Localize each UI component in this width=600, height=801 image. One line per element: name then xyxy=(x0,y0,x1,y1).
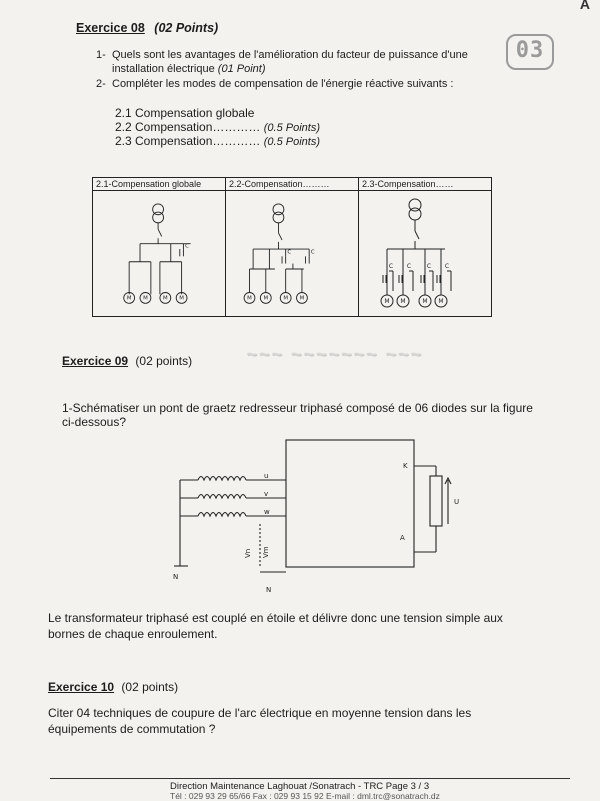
ex09-question-line1: 1-Schématiser un pont de graetz redresseur triphasé composé de 06 diodes sur la figure xyxy=(62,401,533,415)
ex09-note-line2: bornes de chaque enroulement. xyxy=(48,627,218,641)
footer-rule xyxy=(50,778,570,779)
svg-text:C: C xyxy=(444,263,450,270)
exercise-10-heading xyxy=(48,680,178,694)
cell-individual xyxy=(359,178,492,317)
ex09-question-line2: ci-dessous? xyxy=(62,415,127,429)
footer-line1: Direction Maintenance Laghouat /Sonatrach - TRC Page 3 / 3 xyxy=(170,781,430,792)
label-v: v xyxy=(264,490,269,498)
q2-text: Compléter les modes de compensation de l'énergie réactive suivants : xyxy=(112,78,454,90)
item-2-3-label: 2.3 Compensation………… xyxy=(115,134,261,148)
header-partial: 2.2-Compensation……… xyxy=(226,178,358,191)
svg-text:C: C xyxy=(310,249,315,256)
label-n-bottom: N xyxy=(266,586,272,594)
item-2-3-points: (0.5 Points) xyxy=(263,136,320,148)
svg-text:C: C xyxy=(426,263,432,270)
exercise-09-heading xyxy=(62,354,192,368)
transformer-coil-bottom xyxy=(153,212,164,223)
load-resistor xyxy=(430,476,442,526)
svg-text:M: M xyxy=(162,295,168,302)
svg-text:M: M xyxy=(247,295,252,302)
footer-line2: Tél : 029 93 29 65/66 Fax : 029 93 15 92 E-mail : dml.trc@sonatrach.dz xyxy=(170,791,440,801)
watermark: ~~~ ~~~~~~~ ~~~ xyxy=(246,344,423,364)
svg-text:M: M xyxy=(126,295,132,302)
header-global: 2.1-Compensation globale xyxy=(93,178,225,191)
label-load: U xyxy=(454,498,460,506)
svg-text:M: M xyxy=(299,295,305,302)
label-vn: Vn xyxy=(244,548,252,558)
item-2-2-label: 2.2 Compensation………… xyxy=(115,120,261,134)
label-vm: Vm xyxy=(262,546,270,558)
exercise-08-heading xyxy=(76,21,218,35)
svg-text:M: M xyxy=(143,295,148,302)
label-bottom-node: A xyxy=(400,534,405,542)
svg-text:M: M xyxy=(422,298,428,305)
q1-points: (01 Point) xyxy=(217,63,266,75)
svg-text:M: M xyxy=(438,298,444,305)
winding-u xyxy=(198,477,246,481)
item-2-3 xyxy=(115,134,320,148)
exercise-08-points: (02 Points) xyxy=(154,21,219,35)
svg-text:M: M xyxy=(263,295,269,302)
ex10-question-line1: Citer 04 techniques de coupure de l'arc électrique en moyenne tension dans les xyxy=(48,706,472,720)
exercise-09-title: Exercice 09 xyxy=(62,354,129,368)
page-number-badge: 03 xyxy=(506,34,554,70)
diagram-individual xyxy=(359,191,491,309)
item-2-1: 2.1 Compensation globale xyxy=(115,106,255,120)
label-n-left: N xyxy=(173,573,179,581)
header-individual: 2.3-Compensation…… xyxy=(359,178,491,191)
label-top-node: K xyxy=(403,462,408,470)
svg-text:M: M xyxy=(283,295,289,302)
svg-text:M: M xyxy=(384,298,390,305)
q1-line1: Quels sont les avantages de l'amélioration du facteur de puissance d'une xyxy=(112,49,468,61)
cell-partial xyxy=(226,178,359,317)
exercise-10-points: (02 points) xyxy=(121,680,179,694)
q2-number: 2- xyxy=(96,78,106,90)
compensation-table xyxy=(92,177,492,317)
graetz-bridge-figure xyxy=(160,432,470,597)
winding-v xyxy=(198,495,246,499)
svg-text:M: M xyxy=(400,298,406,305)
diagram-partial xyxy=(226,191,358,309)
item-2-2-points: (0.5 Points) xyxy=(263,122,320,134)
q1-line2 xyxy=(112,63,266,75)
label-u: u xyxy=(264,472,269,480)
svg-text:M: M xyxy=(179,295,184,302)
label-w: w xyxy=(264,508,270,516)
ex09-note-line1: Le transformateur triphasé est couplé en étoile et délivre donc une tension simple aux xyxy=(48,611,503,625)
bridge-box xyxy=(286,440,414,567)
corner-mark: A xyxy=(579,0,590,12)
cell-global xyxy=(93,178,226,317)
q1-line2-text: installation électrique xyxy=(112,63,215,75)
svg-text:C: C xyxy=(388,263,394,270)
exercise-09-points: (02 points) xyxy=(135,354,193,368)
exercise-08-title: Exercice 08 xyxy=(76,21,145,35)
exercise-10-title: Exercice 10 xyxy=(48,680,115,694)
diagram-global xyxy=(93,191,225,309)
svg-text:C: C xyxy=(406,263,412,270)
q1-number: 1- xyxy=(96,49,106,61)
ex10-question-line2: équipements de commutation ? xyxy=(48,722,216,736)
item-2-2 xyxy=(115,120,320,134)
svg-text:C: C xyxy=(287,249,292,256)
svg-text:C: C xyxy=(185,243,189,250)
winding-w xyxy=(198,513,246,517)
